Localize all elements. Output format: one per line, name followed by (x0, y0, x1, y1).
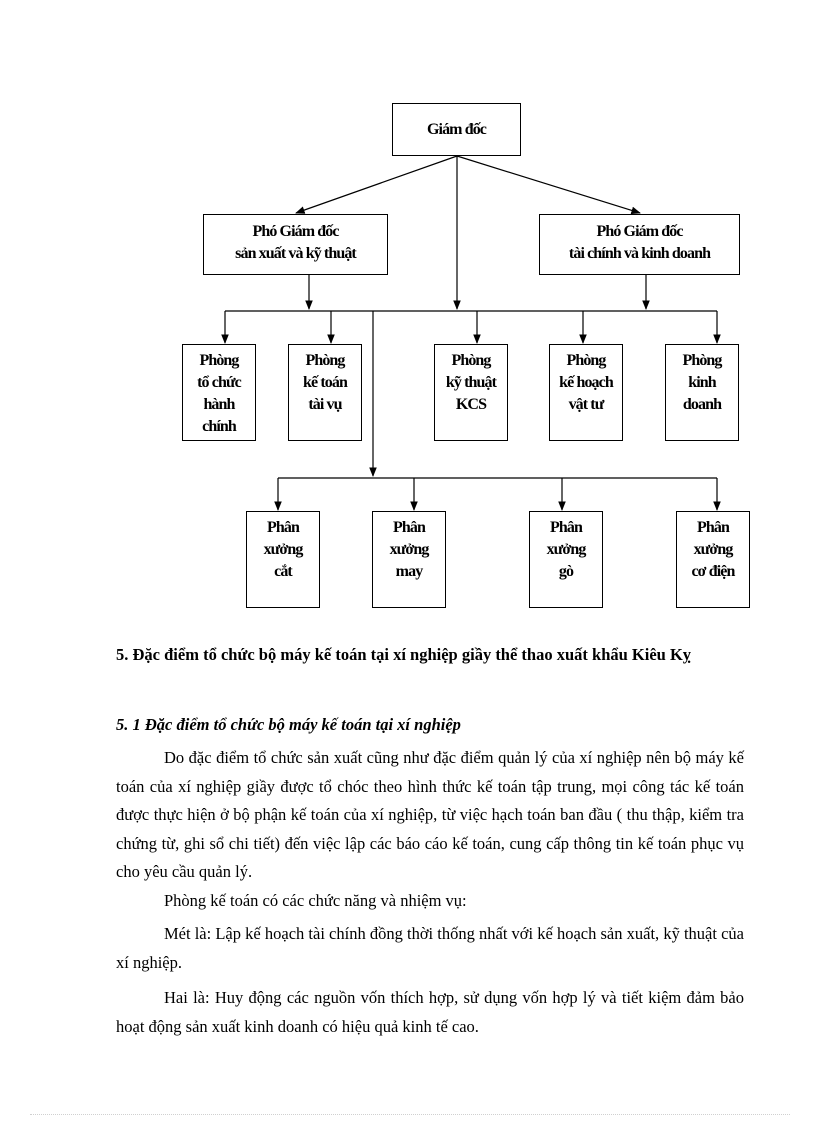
workshop-line: Phân (697, 519, 729, 536)
deputy-finance-line-1: Phó Giám đốc (596, 223, 683, 240)
dept-line: KCS (455, 396, 487, 413)
workshop-line: cắt (274, 563, 292, 580)
body-paragraph: Hai là: Huy động các nguồn vốn thích hợp, sử dụng vốn hợp lý và tiết kiệm đảm bảo hoạt động sản xuất kinh doanh có hiệu quả kinh tế cao. (116, 988, 744, 1036)
arrow-director-to-deputy-finance (457, 156, 640, 213)
workshop-line: xưởng (263, 541, 303, 558)
dept-line: Phòng (682, 352, 722, 369)
dept-line: kế toán (303, 374, 347, 391)
dept-line: Phòng (566, 352, 606, 369)
dept-planning-supplies-box (549, 344, 623, 441)
dept-admin-box (182, 344, 256, 441)
section-heading: 5. Đặc điểm tổ chức bộ máy kế toán tại xí nghiệp giầy thể thao xuất khẩu Kiêu Kỵ (116, 645, 692, 664)
deputy-finance-line-2: tài chính và kinh doanh (568, 245, 711, 262)
deputy-production-line-1: Phó Giám đốc (252, 223, 339, 240)
director-label: Giám đốc (426, 120, 487, 138)
dept-line: kế hoạch (559, 374, 613, 391)
workshop-electromechanical-box (676, 511, 750, 608)
deputy-finance-box (539, 214, 740, 275)
subsection-heading: 5. 1 Đặc điểm tổ chức bộ máy kế toán tại xí nghiệp (116, 715, 461, 734)
body-paragraph: Phòng kế toán có các chức năng và nhiệm vụ: (164, 891, 467, 910)
dept-line: tổ chức (197, 374, 241, 391)
workshop-line: Phân (550, 519, 582, 536)
workshop-sewing-box (372, 511, 446, 608)
dept-technical-kcs-box (434, 344, 508, 441)
dept-line: kinh (688, 374, 716, 391)
body-paragraph: Do đặc điểm tổ chức sản xuất cũng như đặc điểm quản lý của xí nghiệp nên bộ máy kế toán của xí nghiệp giầy được tổ chóc theo hình thức kế toán tập trung, mọi công tác kế toán được thực hiện ở bộ phận kế toán của xí nghiệp, từ việc hạch toán ban đầu ( thu thập, kiểm tra chứng từ, ghi sổ chi tiết) đến việc lập các báo cáo kế toán, cung cấp thông tin kế toán phục vụ cho yêu cầu quản lý. (116, 748, 744, 881)
workshop-line: may (395, 563, 423, 580)
deputy-production-line-2: sản xuất và kỹ thuật (235, 245, 356, 262)
workshop-line: Phân (393, 519, 425, 536)
dept-line: hành (203, 396, 235, 413)
arrow-director-to-deputy-production (296, 156, 457, 213)
workshop-line: xưởng (546, 541, 586, 558)
workshop-line: cơ điện (691, 563, 735, 580)
body-paragraph: Mét là: Lập kế hoạch tài chính đồng thời thống nhất với kế hoạch sản xuất, kỹ thuật của xí nghiệp. (116, 924, 744, 972)
dept-line: Phòng (305, 352, 345, 369)
dept-line: kỹ thuật (445, 374, 497, 391)
dept-business-box (665, 344, 739, 441)
dept-line: Phòng (199, 352, 239, 369)
director-box (392, 103, 521, 156)
workshop-line: Phân (267, 519, 299, 536)
workshop-line: gò (558, 563, 574, 580)
workshop-line: xưởng (693, 541, 733, 558)
dept-line: Phòng (451, 352, 491, 369)
dept-line: tài vụ (308, 396, 342, 413)
workshop-cutting-box (246, 511, 320, 608)
page-footer-rule (30, 1114, 790, 1115)
workshop-line: xưởng (389, 541, 429, 558)
dept-accounting-box (288, 344, 362, 441)
dept-line: doanh (682, 396, 722, 413)
deputy-production-box (203, 214, 388, 275)
dept-line: chính (202, 418, 236, 435)
dept-line: vật tư (568, 396, 604, 413)
workshop-lasting-box (529, 511, 603, 608)
